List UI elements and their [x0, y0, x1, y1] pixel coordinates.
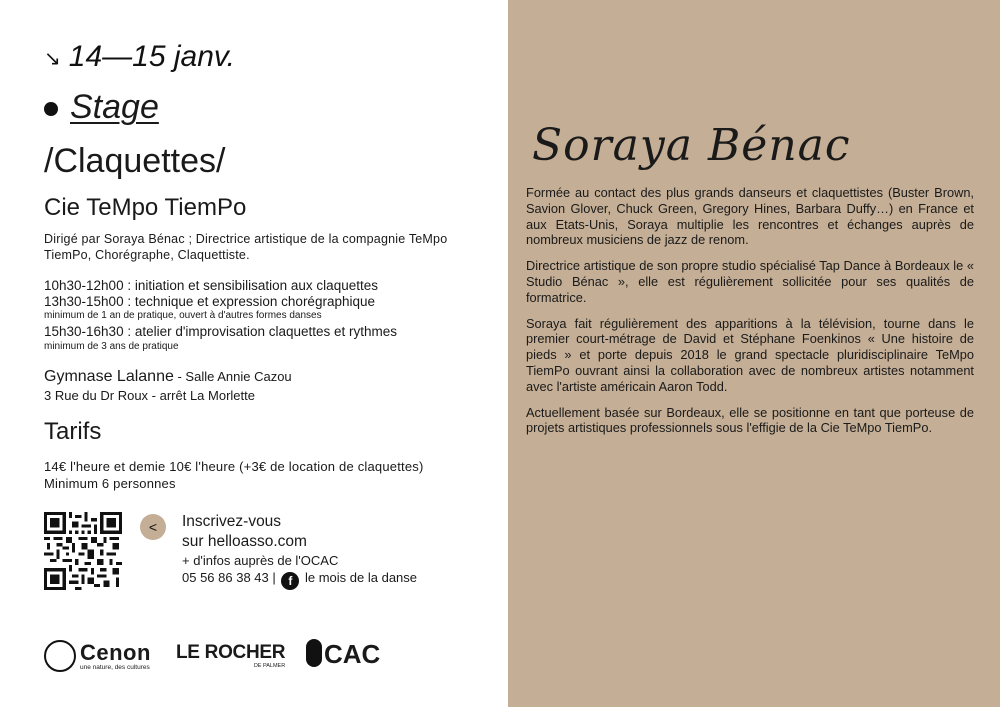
venue-name: Gymnase Lalanne — [44, 368, 174, 385]
signup-arrow-button[interactable]: < — [140, 514, 166, 540]
bio-paragraph: Formée au contact des plus grands danseurs et claquettistes (Buster Brown, Savion Glover, Chuck Green, Gregory Hines, Barbara Duffy…) en France et aux Etats-Unis, Soraya multiplie les rencontres et échanges auprès de nombreux musiciens de jazz de renom. — [526, 185, 974, 248]
qr-code[interactable] — [44, 512, 122, 590]
cenon-tagline: une nature, des cultures — [80, 664, 150, 671]
cenon-bird-icon — [44, 640, 76, 672]
schedule-note: minimum de 1 an de pratique, ouvert à d'autres formes danses — [44, 310, 322, 321]
partner-logos — [44, 636, 484, 676]
venue-room: - Salle Annie Cazou — [173, 369, 292, 384]
ocac-logo — [306, 639, 380, 670]
phone-number[interactable]: 05 56 86 38 43 | — [182, 570, 276, 585]
tarifs-price: 14€ l'heure et demie 10€ l'heure (+3€ de location de claquettes) — [44, 459, 424, 474]
schedule-row: 13h30-15h00 : technique et expression chorégraphique — [44, 293, 375, 309]
venue-address: 3 Rue du Dr Roux - arrêt La Morlette — [44, 388, 255, 403]
event-type — [44, 88, 159, 127]
bullet-icon — [44, 102, 58, 116]
tarifs-minimum: Minimum 6 personnes — [44, 476, 176, 491]
bio-paragraph: Soraya fait régulièrement des apparitions à la télévision, tourne dans le premier court-métrage de David et Stéphane Foenkinos « Une histoire de pieds » et porte depuis 2018 le grand spectacle pluridisciplinaire TeMpo TiemPo ouvrant ainsi la collaboration avec de nombreux artistes notamment avec l'artiste américain Aaron Todd. — [526, 315, 974, 394]
facebook-label[interactable]: le mois de la danse — [305, 570, 418, 585]
company-name: Cie TeMpo TiemPo — [44, 194, 247, 221]
rocher-sub: DE PALMER — [253, 663, 286, 669]
info-line: + d'infos auprès de l'OCAC — [182, 553, 339, 568]
directed-by: Dirigé par Soraya Bénac ; Directrice artistique de la compagnie TeMpo TiemPo, Chorégraphe, Claquettiste. — [44, 232, 448, 262]
bio-paragraph: Directrice artistique de son propre studio spécialisé Tap Dance à Bordeaux le « Studio Bénac », elle est régulièrement sollicitée pour ses qualités de formatrice. — [526, 258, 974, 305]
rocher-logo — [176, 642, 286, 669]
tarifs — [44, 458, 424, 492]
ocac-name: CAC — [324, 639, 381, 669]
schedule — [44, 278, 494, 355]
bio-name: Soraya Bénac — [532, 120, 851, 171]
facebook-icon[interactable]: f — [281, 572, 299, 590]
signup-link[interactable]: sur helloasso.com — [182, 533, 307, 550]
schedule-note: minimum de 3 ans de pratique — [44, 340, 179, 352]
signup-block — [182, 512, 417, 590]
arrow-down-right-icon: ↘ — [44, 47, 61, 70]
tarifs-title: Tarifs — [44, 418, 102, 445]
schedule-row: 10h30-12h00 : initiation et sensibilisation aux claquettes — [44, 278, 378, 293]
ocac-o-icon — [306, 639, 322, 667]
schedule-row: 15h30-16h30 : atelier d'improvisation claquettes et rythmes — [44, 324, 398, 339]
contact-line — [182, 569, 417, 590]
event-type-text: Stage — [70, 88, 159, 126]
venue — [44, 368, 292, 403]
signup-line1: Inscrivez-vous — [182, 513, 282, 530]
event-discipline: /Claquettes/ — [44, 142, 226, 180]
rocher-name: LE ROCHER — [176, 642, 286, 663]
bio-text — [526, 185, 974, 446]
event-date-text: 14—15 janv. — [68, 40, 235, 73]
event-date — [44, 40, 235, 74]
cenon-name: Cenon — [80, 640, 151, 665]
bio-paragraph: Actuellement basée sur Bordeaux, elle se positionne en tant que porteuse de projets artistiques professionnels sous l'effigie de la Cie TeMpo TiemPo. — [526, 404, 974, 436]
